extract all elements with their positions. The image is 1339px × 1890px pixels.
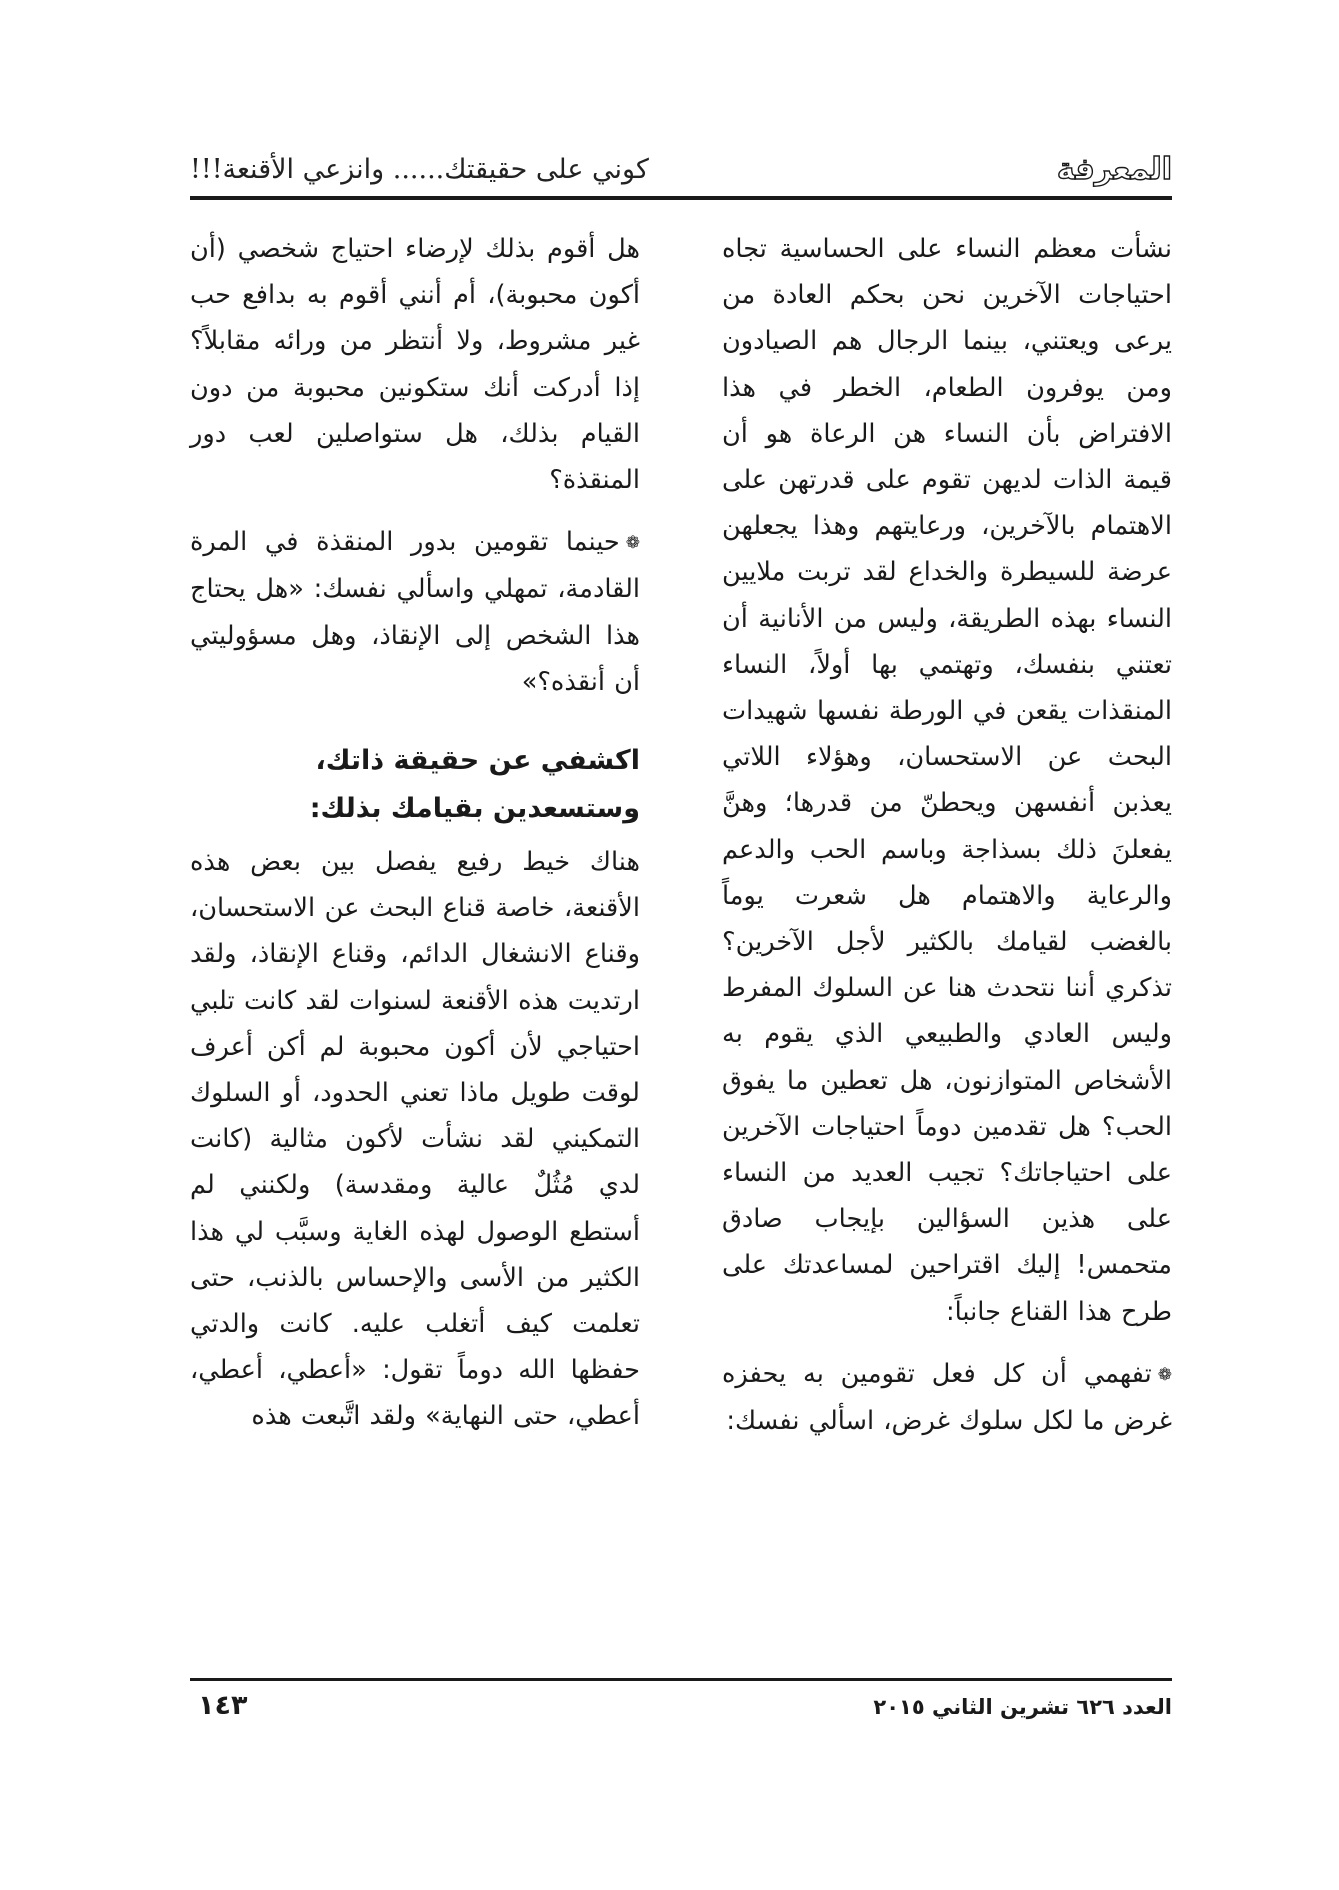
page-number: ١٤٣ <box>198 1690 248 1721</box>
flower-bullet-icon: ❁ <box>625 533 640 554</box>
magazine-logo: المعرفة <box>1056 152 1172 187</box>
section-heading: اكشفي عن حقيقة ذاتك، وستسعدين بقيامك بذلك: <box>309 745 640 825</box>
flower-bullet-icon: ❁ <box>1157 1364 1172 1385</box>
running-title: كوني على حقيقتك...... وانزعي الأقنعة!!! <box>190 154 649 185</box>
left-column <box>190 226 640 1440</box>
right-paragraph-1: نشأت معظم النساء على الحساسية تجاه احتياجات الآخرين نحن بحكم العادة من يرعى ويعتني، بينما الرجال هم الصيادون ومن يوفرون الطعام، الخطر في هذا الافتراض بأن النساء هن الرعاة هو أن قيمة الذات لديهن تقوم على قدرتهن على الاهتمام بالآخرين، ورعايتهم وهذا يجعلهن عرضة للسيطرة والخداع لقد تربت ملايين النساء بهذه الطريقة، وليس من الأنانية أن تعتني بنفسك، وتهتمي بها أولاً، النساء المنقذات يقعن في الورطة نفسها شهيدات البحث عن الاستحسان، وهؤلاء اللاتي يعذبن أنفسهن ويحطنّ من قدرها؛ وهنَّ يفعلنَ ذلك بسذاجة وباسم الحب والدعم والرعاية والاهتمام هل شعرت يوماً بالغضب لقيامك بالكثير لأجل الآخرين؟ تذكري أننا نتحدث هنا عن السلوك المفرط وليس العادي والطبيعي الذي يقوم به الأشخاص المتوازنون، هل تعطين ما يفوق الحب؟ هل تقدمين دوماً احتياجات الآخرين على احتياجاتك؟ تجيب العديد من النساء على هذين السؤالين بإيجاب صادق متحمس! إليك اقتراحين لمساعدتك على طرح هذا القناع جانباً: <box>722 234 1172 1327</box>
right-paragraph-2 <box>722 1351 1172 1444</box>
right-paragraph-2-text: تفهمي أن كل فعل تقومين به يحفزه غرض ما لكل سلوك غرض، اسألي نفسك: <box>722 1358 1172 1437</box>
footer-rule <box>190 1678 1172 1681</box>
left-paragraph-1: هل أقوم بذلك لإرضاء احتياج شخصي (أن أكون محبوبة)، أم أنني أقوم به بدافع حب غير مشروط، ولا أنتظر من ورائه مقابلاً؟ إذا أدركت أنك ستكونين محبوبة من دون القيام بذلك، هل ستواصلين لعب دور المنقذة؟ <box>190 234 640 496</box>
page-header <box>190 148 1172 200</box>
left-paragraph-2 <box>190 519 640 705</box>
header-rule <box>190 196 1172 200</box>
right-column <box>722 226 1172 1444</box>
left-paragraph-3: هناك خيط رفيع يفصل بين بعض هذه الأقنعة، خاصة قناع البحث عن الاستحسان، وقناع الانشغال الدائم، وقناع الإنقاذ، ولقد ارتديت هذه الأقنعة لسنوات لقد كانت تلبي احتياجي لأن أكون محبوبة لم أكن أعرف لوقت طويل ماذا تعني الحدود، أو السلوك التمكيني لقد نشأت لأكون مثالية (كانت لدي مُثُلٌ عالية ومقدسة) ولكنني لم أستطع الوصول لهذه الغاية وسبَّب لي هذا الكثير من الأسى والإحساس بالذنب، حتى تعلمت كيف أتغلب عليه. كانت والدتي حفظها الله دوماً تقول: «أعطي، أعطي، أعطي، حتى النهاية» ولقد اتَّبعت هذه <box>190 847 640 1432</box>
issue-info: العدد ٦٢٦ تشرين الثاني ٢٠١٥ <box>873 1695 1172 1719</box>
left-paragraph-2-text: حينما تقومين بدور المنقذة في المرة القادمة، تمهلي واسألي نفسك: «هل يحتاج هذا الشخص إلى الإنقاذ، وهل مسؤوليتي أن أنقذه؟» <box>190 527 640 697</box>
